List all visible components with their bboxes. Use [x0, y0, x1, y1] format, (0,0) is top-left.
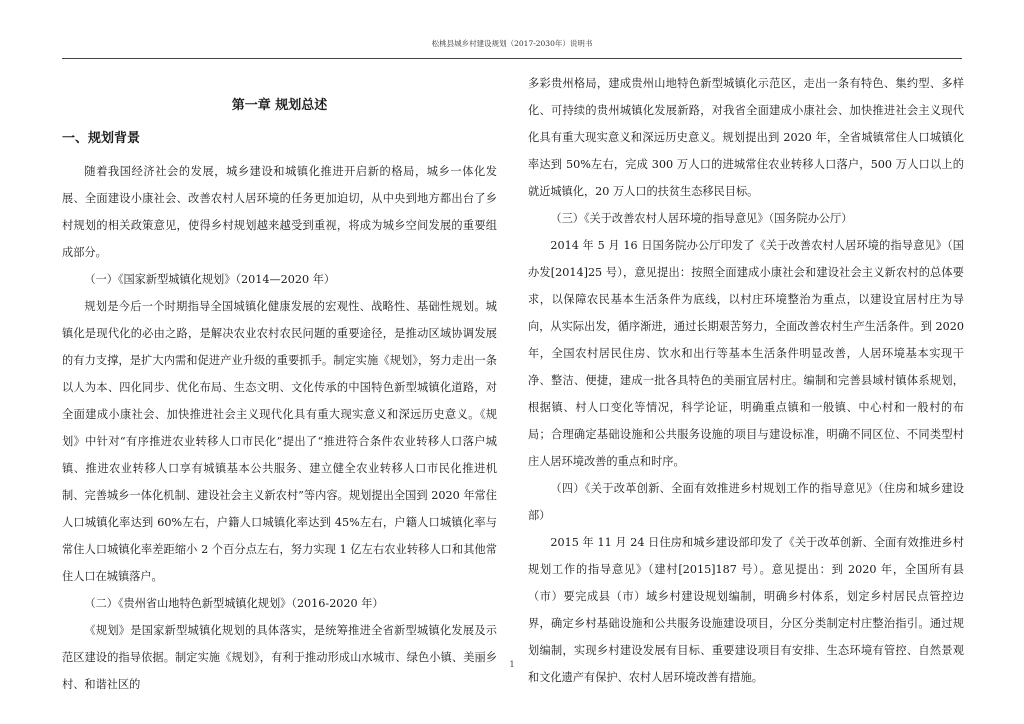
intro-paragraph: 随着我国经济社会的发展，城乡建设和城镇化推进开启新的格局，城乡一体化发展、全面建设小康社会、改善农村人居环境的任务更加迫切，从中央到地方都出台了乡村规划的相关政策意见，使得乡村规划越来越受到重视，将成为城乡空间发展的重要组成部分。 — [62, 165, 497, 259]
subsection-heading-4: （四）《关于改革创新、全面有效推进乡村规划工作的指导意见》（住房和城乡建设部） — [528, 482, 964, 522]
page-header: 松桃县城乡村建设规划（2017-2030年）说明书 — [431, 39, 593, 48]
paragraph-guizhou-plan-continued: 多彩贵州格局，建成贵州山地特色新型城镇化示范区，走出一条有特色、集约型、多样化、可持续的贵州城镇化发展新路，对我省全面建成小康社会、加快推进社会主义现代化具有重大现实意义和深远历史意义。规划提出到 2020 年，全省城镇常住人口城镇化率达到 50%左右，完成 300 万人口的进城常住农业转移人口落户，500 万人口以上的就近城镇化，20 万人口的扶贫生态移民目标。 — [528, 77, 964, 198]
header-rule — [62, 58, 962, 59]
subsection-heading-1: （一）《国家新型城镇化规划》（2014—2020 年） — [84, 273, 336, 286]
paragraph-national-plan: 规划是今后一个时期指导全国城镇化健康发展的宏观性、战略性、基础性规划。城镇化是现代化的必由之路，是解决农业农村农民问题的重要途径，是推动区域协调发展的有力支撑，是扩大内需和促进产业升级的重要抓手。制定实施《规划》，努力走出一条以人为本、四化同步、优化布局、生态文明、文化传承的中国特色新型城镇化道路，对全面建成小康社会、加快推进社会主义现代化具有重大现实意义和深远历史意义。《规划》中针对“有序推进农业转移人口市民化”提出了“推进符合条件农业转移人口落户城镇、推进农业转移人口享有城镇基本公共服务、建立健全农业转移人口市民化推进机制、完善城乡一体化机制、建设社会主义新农村”等内容。规划提出全国到 2020 年常住人口城镇化率达到 60%左右，户籍人口城镇化率达到 45%左右，户籍人口城镇化率与常住人口城镇化率差距缩小 2 个百分点左右，努力实现 1 亿左右农业转移人口和其他常住人口在城镇落户。 — [62, 300, 497, 583]
paragraph-guizhou-plan-start: 《规划》是国家新型城镇化规划的具体落实，是统筹推进全省新型城镇化发展及示范区建设的指导依据。制定实施《规划》，有利于推动形成山水城市、绿色小镇、美丽乡村、和谐社区的 — [62, 624, 497, 691]
paragraph-rural-environment: 2014 年 5 月 16 日国务院办公厅印发了《关于改善农村人居环境的指导意见》（国办发[2014]25 号），意见提出：按照全面建成小康社会和建设社会主义新农村的总体要求，以保障农民基本生活条件为底线，以村庄环境整治为重点，以建设宜居村庄为导向，从实际出发，循序渐进，通过长期艰苦努力，全面改善农村生产生活条件。到 2020 年，全国农村居民住房、饮水和出行等基本生活条件明显改善，人居环境基本实现干净、整洁、便捷，建成一批各具特色的美丽宜居村庄。编制和完善县域村镇体系规划，根据镇、村人口变化等情况，科学论证，明确重点镇和一般镇、中心村和一般村的布局；合理确定基础设施和公共服务设施的项目与建设标准，明确不同区位、不同类型村庄人居环境改善的重点和时序。 — [528, 239, 964, 468]
left-column — [62, 70, 497, 698]
paragraph-rural-planning: 2015 年 11 月 24 日住房和城乡建设部印发了《关于改革创新、全面有效推进乡村规划工作的指导意见》（建村[2015]187 号）。意见提出：到 2020 年，全国所有县（市）要完成县（市）域乡村建设规划编制，明确乡村体系，划定乡村居民点管控边界，确定乡村基础设施和公共服务设施建设项目，分区分类制定村庄整治指引。通过规划编制，实现乡村建设发展有目标、重要建设项目有安排、生态环境有管控、自然景观和文化遗产有保护、农村人居环境改善有措施。 — [528, 536, 964, 684]
chapter-title: 第一章 规划总述 — [231, 98, 328, 113]
subsection-heading-2: （二）《贵州省山地特色新型城镇化规划》（2016-2020 年） — [84, 597, 384, 610]
page-number: 1 — [509, 660, 515, 669]
right-column — [528, 70, 964, 691]
subsection-heading-3: （三）《关于改善农村人居环境的指导意见》（国务院办公厅） — [550, 212, 853, 225]
section-title: 一、规划背景 — [62, 131, 141, 146]
